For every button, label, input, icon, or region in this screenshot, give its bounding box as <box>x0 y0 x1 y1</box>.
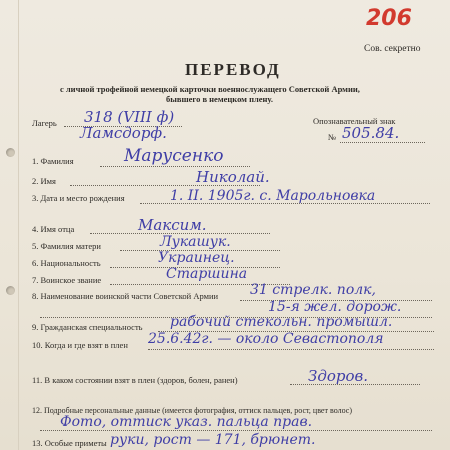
field-line <box>40 430 432 431</box>
field-value-rank: Старшина <box>166 266 248 282</box>
field-label-rank: 7. Воинское звание <box>32 275 102 285</box>
id-tag-line <box>340 142 425 143</box>
field-value-nationality: Украинец. <box>158 250 235 266</box>
field-line <box>148 349 434 350</box>
field-value-name: Николай. <box>196 168 270 186</box>
id-tag-value: 505.84. <box>342 124 400 142</box>
field-value-captured: 25.6.42г. — около Севастополя <box>148 331 384 347</box>
archive-number: 206 <box>366 6 412 31</box>
field-label-details: 12. Подробные персональные данные (имеется фотография, оттиск пальцев, рост, цвет волос) <box>32 406 352 415</box>
id-tag-no-label: № <box>328 132 337 142</box>
field-label-marks: 13. Особые приметы <box>32 438 107 448</box>
field-value-unit-line2: 15-я жел. дорож. <box>268 299 402 315</box>
field-label-surname: 1. Фамилия <box>32 156 74 166</box>
punch-hole <box>6 148 15 157</box>
field-label-captured: 10. Когда и где взят в плен <box>32 340 128 350</box>
field-value-birth: 1. II. 1905г. с. Марольновка <box>170 188 376 204</box>
camp-location: Ламсдорф. <box>80 124 167 142</box>
field-value-mother: Лукашук. <box>160 234 231 250</box>
field-line <box>100 166 250 167</box>
field-value-unit: 31 стрелк. полк, <box>250 282 376 298</box>
field-label-nationality: 6. Национальность <box>32 258 101 268</box>
field-value-details: Фото, оттиск указ. пальца прав. <box>60 414 313 430</box>
field-value-father: Максим. <box>138 216 207 234</box>
id-tag-label: Опознавательный знак <box>313 116 396 126</box>
field-label-condition: 11. В каком состоянии взят в плен (здоров, болен, ранен) <box>32 375 238 385</box>
field-label-unit: 8. Наименование воинской части Советской Армии <box>32 291 219 301</box>
punch-hole <box>6 286 15 295</box>
field-label-birth: 3. Дата и место рождения <box>32 193 125 203</box>
field-value-profession: рабочий стекольн. промышл. <box>170 314 393 330</box>
field-label-mother: 5. Фамилия матери <box>32 241 101 251</box>
camp-label: Лагерь <box>32 118 57 128</box>
subtitle-line-2: бывшего в немецком плену. <box>166 94 273 104</box>
subtitle-line-1: с личной трофейной немецкой карточки военнослужащего Советской Армии, <box>60 84 360 94</box>
field-value-surname: Марусенко <box>124 146 224 166</box>
field-label-father: 4. Имя отца <box>32 224 75 234</box>
classification-stamp: Сов. секретно <box>364 44 421 54</box>
margin-rule <box>18 0 19 450</box>
field-value-condition: Здоров. <box>308 367 369 385</box>
camp-value: 318 (VIII ф) <box>84 108 175 126</box>
field-label-profession: 9. Гражданская специальность <box>32 322 143 332</box>
field-label-name: 2. Имя <box>32 176 56 186</box>
field-value-marks: руки, рост — 171, брюнет. <box>110 432 316 448</box>
page-title: ПЕРЕВОД <box>185 60 281 79</box>
